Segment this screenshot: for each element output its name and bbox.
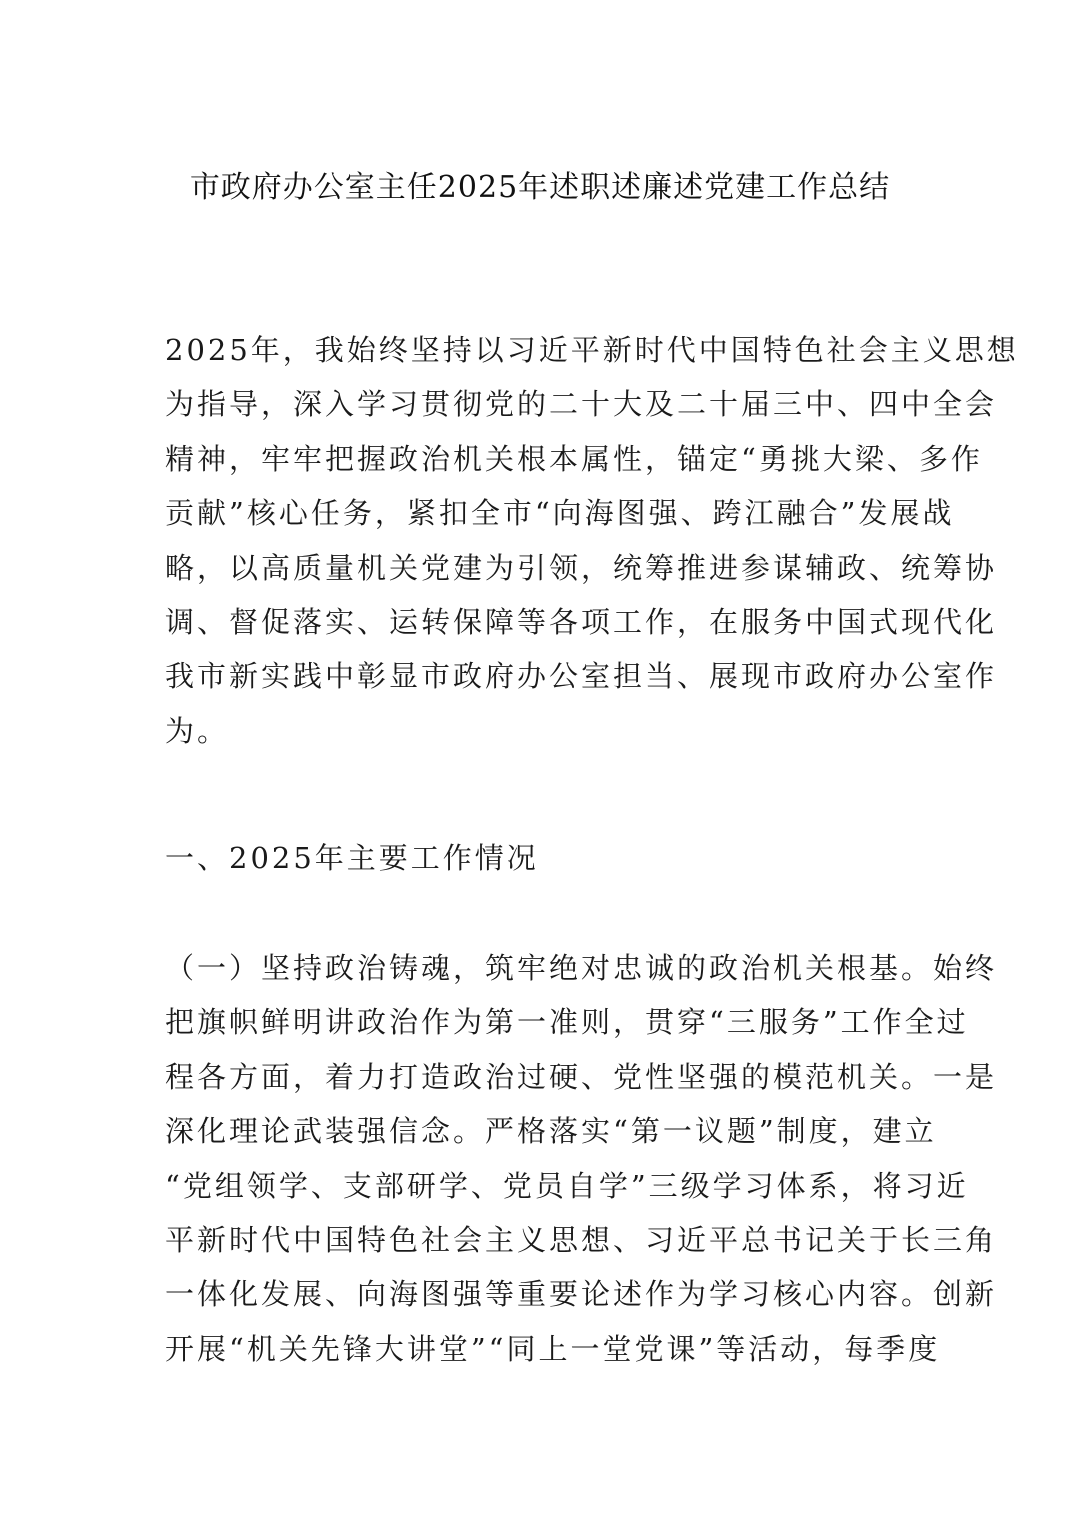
section1-line: 程各方面，着力打造政治过硬、党性坚强的模范机关。一是 — [165, 1059, 998, 1094]
intro-line: 我市新实践中彰显市政府办公室担当、展现市政府办公室作 — [165, 659, 998, 694]
section1-line: 一体化发展、向海图强等重要论述作为学习核心内容。创新 — [165, 1277, 998, 1312]
intro-paragraph — [165, 323, 1019, 758]
section1-line: （一）坚持政治铸魂，筑牢绝对忠诚的政治机关根基。始终 — [165, 951, 998, 985]
section1-paragraph — [165, 941, 998, 1376]
section1-line: 深化理论武装强信念。严格落实“第一议题”制度，建立 — [165, 1114, 937, 1149]
intro-line: 2025年，我始终坚持以习近平新时代中国特色社会主义思想 — [165, 333, 1019, 367]
section-heading: 一、2025年主要工作情况 — [165, 841, 539, 875]
section1-line: “党组领学、支部研学、党员自学”三级学习体系，将习近 — [165, 1168, 969, 1203]
section1-line: 把旗帜鲜明讲政治作为第一准则，贯穿“三服务”工作全过 — [165, 1005, 969, 1040]
intro-line: 贡献”核心任务，紧扣全市“向海图强、跨江融合”发展战 — [165, 496, 955, 531]
section1-line: 开展“机关先锋大讲堂”“同上一堂党课”等活动，每季度 — [165, 1331, 941, 1366]
intro-line: 精神，牢牢把握政治机关根本属性，锚定“勇挑大梁、多作 — [165, 441, 983, 476]
intro-line: 调、督促落实、运转保障等各项工作，在服务中国式现代化 — [165, 604, 998, 639]
intro-line: 为。 — [165, 713, 230, 748]
document-title: 市政府办公室主任2025年述职述廉述党建工作总结 — [189, 170, 891, 205]
intro-line: 略，以高质量机关党建为引领，统筹推进参谋辅政、统筹协 — [165, 550, 998, 585]
section1-line: 平新时代中国特色社会主义思想、习近平总书记关于长三角 — [165, 1222, 998, 1257]
intro-line: 为指导，深入学习贯彻党的二十大及二十届三中、四中全会 — [165, 387, 998, 422]
